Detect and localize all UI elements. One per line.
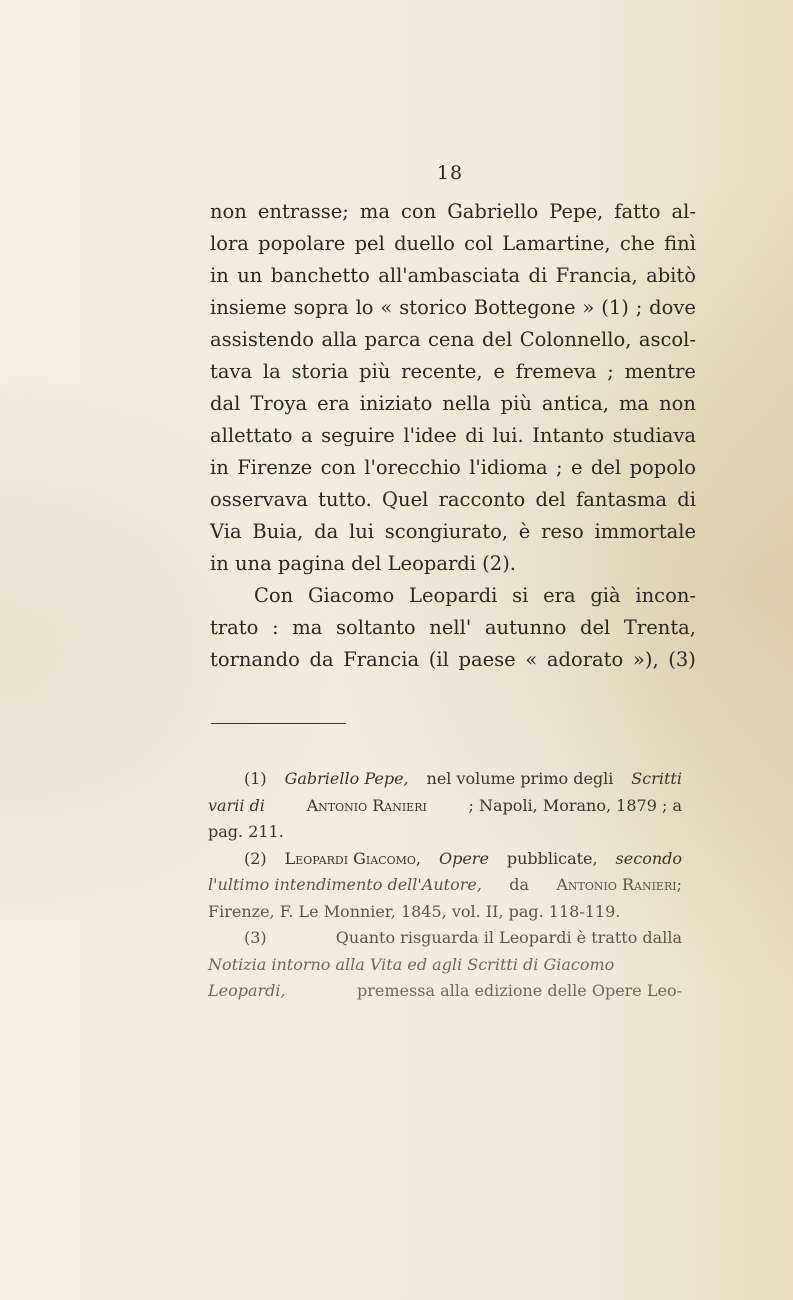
word: che (619, 232, 655, 255)
word: di (677, 488, 696, 511)
footnote-2-title-end: l'ultimo intendimento dell'Autore, (208, 875, 482, 894)
word: banchetto (270, 264, 370, 287)
word: a (301, 424, 313, 447)
word: popolare (258, 232, 346, 255)
footnote-1-text: nel volume primo degli (426, 769, 614, 788)
word: Francia (343, 648, 420, 671)
word: in (210, 264, 229, 287)
word: dal (210, 392, 241, 415)
word: di (528, 264, 548, 287)
word: immortale (594, 520, 696, 543)
footnote-1-title-cont: varii di (208, 795, 265, 815)
word: duello (394, 232, 455, 255)
word: Colonnello, (519, 328, 632, 351)
word: Quel (382, 488, 429, 511)
word: tutto. (318, 488, 372, 511)
word: ma (618, 392, 650, 415)
footnote-separator (211, 723, 346, 724)
word: del (579, 616, 611, 639)
word: fremeva (515, 360, 597, 383)
word: più (500, 392, 532, 415)
body-line (210, 388, 696, 420)
word: assistendo (210, 328, 315, 351)
footnote-2-author: Leopardi Giacomo, (284, 848, 422, 868)
footnote-3-line-1 (208, 925, 682, 952)
footnote-2-da: da (509, 875, 530, 894)
word: parca (364, 328, 421, 351)
word: lora (210, 232, 249, 255)
word: Via (210, 520, 242, 543)
word: scongiurato, (384, 520, 509, 543)
word: l'idee (403, 424, 457, 447)
word: ma (359, 200, 390, 223)
footnote-3-title: Notizia intorno alla Vita ed agli Scritti di Giacomo (208, 954, 615, 974)
body-line (210, 196, 696, 228)
word: Lamartine, (502, 232, 611, 255)
word: fatto (614, 200, 661, 223)
word: con (320, 456, 356, 479)
body-line (210, 452, 696, 484)
body-text (210, 196, 696, 676)
word: insieme (210, 296, 287, 319)
word: da (314, 520, 339, 543)
word: tornando (210, 648, 300, 671)
body-line (210, 324, 696, 356)
word: non (210, 200, 247, 223)
footnote-3-line-2 (208, 952, 682, 979)
word: pel (354, 232, 385, 255)
word: tava (210, 360, 253, 383)
word: trato (210, 616, 259, 639)
word: Gabriello (447, 200, 539, 223)
word: da (309, 648, 334, 671)
word: Leopardi (409, 584, 498, 607)
footnote-3-line-3 (208, 978, 682, 1005)
footnote-2-title: Opere (438, 848, 489, 868)
footnote-2-line-3 (208, 899, 682, 926)
word: del (535, 488, 566, 511)
footnote-1-author: Gabriello Pepe, (284, 769, 409, 788)
word: adorato (546, 648, 624, 671)
word: antica, (541, 392, 609, 415)
word: studiava (612, 424, 696, 447)
footnote-1-publisher: ; Napoli, Morano, 1879 ; a (468, 795, 682, 815)
word: seguire (321, 424, 395, 447)
word: iniziato (359, 392, 433, 415)
word: del (482, 328, 513, 351)
word: al- (671, 200, 696, 223)
word: abitò (646, 264, 696, 287)
body-line (210, 260, 696, 292)
word: » (582, 296, 595, 319)
word: Pepe, (549, 200, 604, 223)
word: ; (635, 296, 643, 319)
word: « (525, 648, 538, 671)
word: col (464, 232, 494, 255)
word: lo (355, 296, 374, 319)
body-line: in una pagina del Leopardi (2). (210, 552, 517, 575)
footnote-3-text-cont: premessa alla edizione delle Opere Leo- (357, 981, 682, 1000)
word: ascol- (638, 328, 696, 351)
word: (il (428, 648, 449, 671)
word: autunno (484, 616, 567, 639)
word: ; (607, 360, 614, 383)
word: fantasma (576, 488, 668, 511)
word: la (262, 360, 281, 383)
footnote-2-line-1 (208, 846, 682, 873)
word: non (659, 392, 696, 415)
word: già (590, 584, 621, 607)
word: dove (649, 296, 696, 319)
footnote-3-text: Quanto risguarda il Leopardi è tratto dalla (335, 928, 682, 947)
word: in (210, 456, 229, 479)
word: del (590, 456, 622, 479)
word: era (317, 392, 350, 415)
word: e (570, 456, 583, 479)
word: incon- (635, 584, 696, 607)
footnote-2-title-cont: secondo (615, 848, 682, 868)
word: lui. (492, 424, 524, 447)
word: »), (632, 648, 659, 671)
word: più (359, 360, 391, 383)
word: un (237, 264, 263, 287)
word: popolo (629, 456, 696, 479)
word: paese (458, 648, 516, 671)
word: Troya (250, 392, 308, 415)
word: ; (556, 456, 563, 479)
footnotes (208, 766, 682, 1005)
word: cena (427, 328, 475, 351)
footnote-2-text: pubblicate, (506, 848, 598, 868)
word: soltanto (336, 616, 416, 639)
footnote-1-editor: Antonio Ranieri (306, 795, 427, 815)
footnote-3-title-end: Leopardi, (208, 981, 286, 1000)
word: Giacomo (307, 584, 395, 607)
word: (1) (601, 296, 629, 319)
footnote-1-line-1 (208, 766, 682, 793)
footnote-2-editor: Antonio Ranieri (556, 875, 677, 894)
word: entrasse; (257, 200, 349, 223)
footnote-1-number: (1) (244, 769, 267, 788)
word: con (401, 200, 437, 223)
word: era (543, 584, 576, 607)
word: lui (348, 520, 375, 543)
word: ma (292, 616, 323, 639)
word: Firenze (237, 456, 313, 479)
word: è (518, 520, 531, 543)
body-line (210, 228, 696, 260)
word: : (272, 616, 279, 639)
footnote-2-semicolon: ; (676, 875, 682, 894)
word: recente, (401, 360, 483, 383)
word: Buia, (252, 520, 304, 543)
word: l'orecchio (364, 456, 461, 479)
word: alla (321, 328, 358, 351)
footnote-2-number: (2) (244, 848, 267, 868)
footnote-1-page: pag. 211. (208, 822, 284, 841)
word: all'ambasciata (378, 264, 521, 287)
word: Trenta, (623, 616, 696, 639)
word: reso (541, 520, 584, 543)
word: storico (399, 296, 468, 319)
footnote-2-publisher: Firenze, F. Le Monnier, 1845, vol. II, pag. 118-119. (208, 901, 621, 921)
footnote-2-line-2 (208, 872, 682, 899)
body-line (210, 420, 696, 452)
word: Bottegone (473, 296, 576, 319)
body-line (210, 644, 696, 676)
word: storia (291, 360, 349, 383)
word: nell' (429, 616, 472, 639)
word: racconto (438, 488, 526, 511)
body-line (210, 484, 696, 516)
word: e (493, 360, 505, 383)
body-line (210, 516, 696, 548)
word: (3) (668, 648, 696, 671)
word: finì (664, 232, 696, 255)
word: « (380, 296, 393, 319)
word: si (512, 584, 529, 607)
footnote-3-number: (3) (244, 928, 267, 947)
body-line (210, 580, 696, 612)
page-number: 18 (436, 162, 464, 184)
word: di (465, 424, 484, 447)
footnote-1-title: Scritti (631, 769, 682, 788)
body-line (210, 292, 696, 324)
word: Intanto (532, 424, 605, 447)
word: mentre (624, 360, 696, 383)
word: sopra (293, 296, 349, 319)
footnote-1-line-3 (208, 819, 682, 846)
body-line (210, 356, 696, 388)
word: l'idioma (469, 456, 548, 479)
word: osservava (210, 488, 308, 511)
body-line (210, 612, 696, 644)
footnote-1-line-2 (208, 793, 682, 820)
word: Francia, (555, 264, 638, 287)
word: nella (442, 392, 491, 415)
word: Con (254, 584, 294, 607)
word: allettato (210, 424, 293, 447)
